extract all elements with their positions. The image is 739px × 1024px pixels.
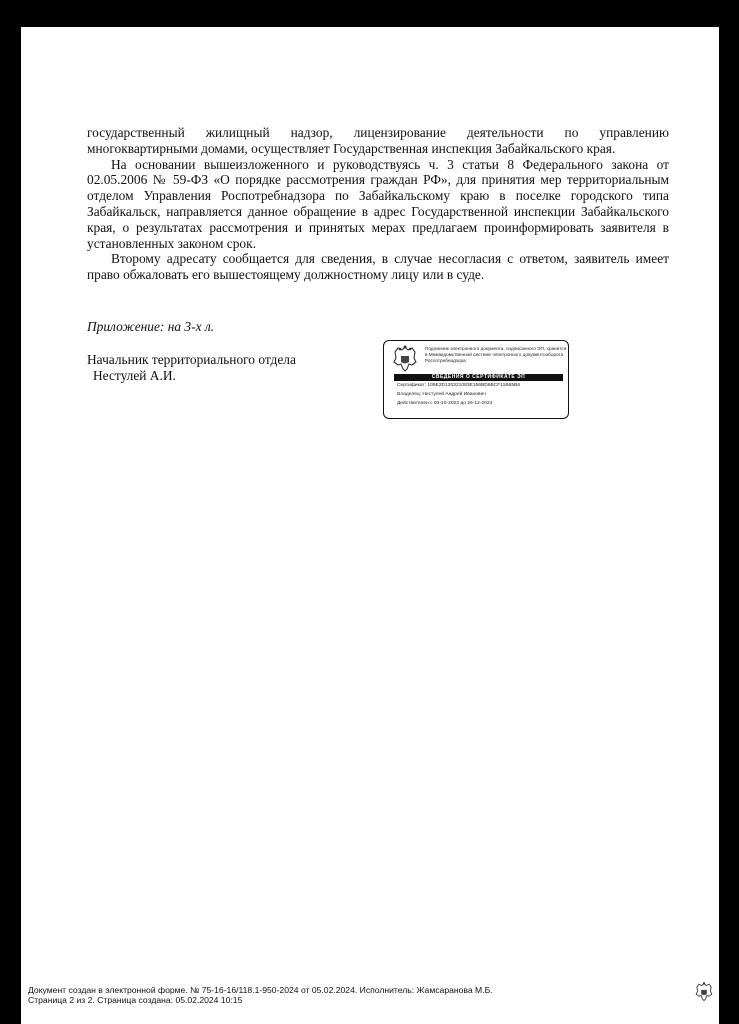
electronic-signature-stamp [383,340,569,419]
document-page [21,27,719,1024]
paragraph: государственный жилищный надзор, лицензирование деятельности по управлению многоквартирными домами, осуществляет Государственная инспекция Забайкальского края. [87,125,669,156]
paragraph: На основании вышеизложенного и руководствуясь ч. 3 статьи 8 Федерального закона от 02.05.2006 № 59-ФЗ «О порядке рассмотрения граждан РФ», для принятия мер территориальным отделом Управления Роспотребнадзора по Забайкальскому краю в поселке городского типа Забайкальск, направляется данное обращение в адрес Государственной инспекции Забайкальского края, о результатах рассмотрения и принятых мерах предлагаем проинформировать заявителя в установленных законом срок. [87,156,669,251]
attachment-note: Приложение: на 3-х л. [87,319,215,334]
paragraph: Второму адресату сообщается для сведения, в случае несогласия с ответом, заявитель имеет право обжаловать его вышестоящему должностному лицу или в суде. [87,251,669,283]
signer-name: Нестулей А.И. [93,367,176,383]
document-body [87,125,669,283]
signer-title: Начальник территориального отдела [87,352,296,367]
stamp-notice: Подлинник электронного документа, подписанного ЭП, хранится в Межведомственной системе электронного документооборота Роспотребнадзора [425,346,567,363]
certificate-number: Сертификат: 109E2D120321083E156BD9BCF11B65B6 [397,383,521,388]
footer-page-info: Страница 2 из 2. Страница создана: 05.02.2024 10:15 [28,994,243,1005]
coat-of-arms-icon [391,344,419,374]
stamp-header: СВЕДЕНИЯ О СЕРТИФИКАТЕ ЭП [394,374,563,381]
signer-block [87,352,296,384]
footer-document-info: Документ создан в электронной форме. № 75-16-16/118.1-950-2024 от 05.02.2024. Исполнитель: Жамсаранова М.Б. [28,985,493,995]
certificate-owner: Владелец: Нестулей Андрей Иванович [397,392,486,397]
certificate-validity: Действителен с 03-10-2023 до 26-12-2024 [397,401,493,406]
page-footer [28,986,698,1005]
coat-of-arms-icon [694,981,714,1003]
